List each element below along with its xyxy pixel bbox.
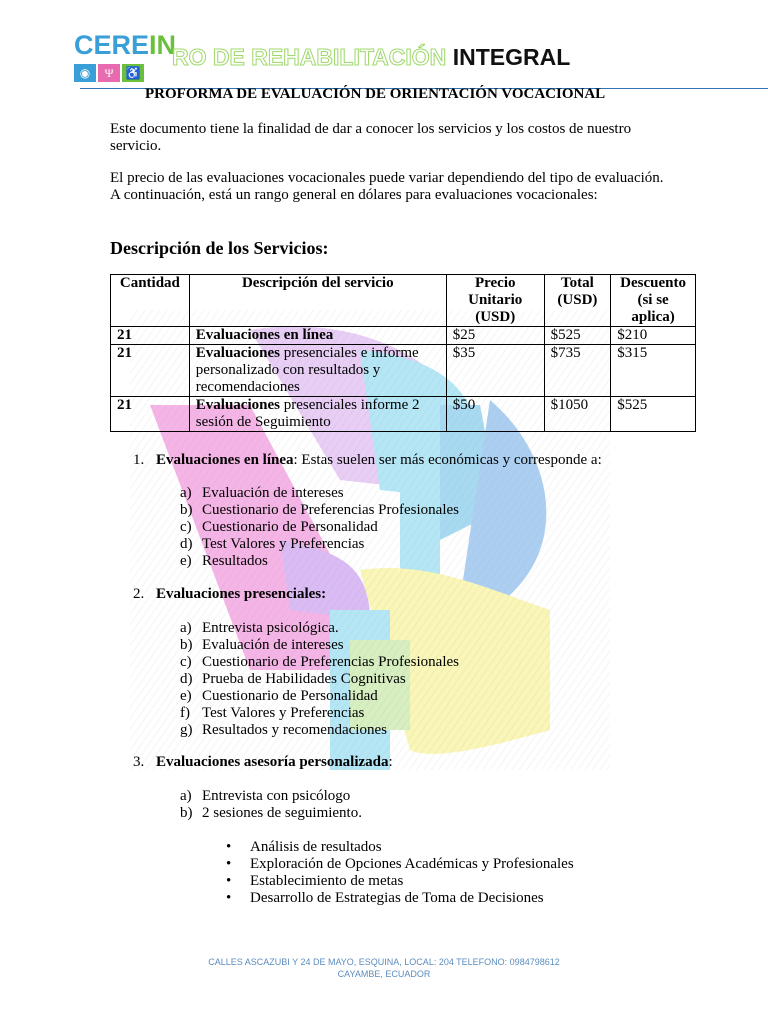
footer-address: CALLES ASCAZUBI Y 24 DE MAYO, ESQUINA, LOCAL: 204 TELEFONO: 0984798612 [208,957,560,967]
qty-cell: 21 [111,345,190,397]
list-item-text: Desarrollo de Estrategias de Toma de Decisiones [250,890,544,906]
description-rest: presenciales informe 2 sesión de Seguimiento [195,397,420,430]
list-item [180,553,459,570]
list-item [180,722,459,739]
qty-cell: 21 [111,327,190,345]
unit-price-cell: $50 [446,397,544,432]
list-item-text: Resultados y recomendaciones [202,722,387,738]
section-1-list [180,485,459,570]
document-title: PROFORMA DE EVALUACIÓN DE ORIENTACIÓN VOCACIONAL [145,86,606,102]
list-item [180,688,459,705]
section-3-heading [133,754,393,771]
compass-icon: ◉ [74,64,96,82]
list-item [226,839,574,856]
list-item [180,620,459,637]
list-marker: e) [180,688,192,704]
table-header-cell: Descripción del servicio [189,275,446,327]
discount-cell: $525 [611,397,696,432]
list-marker: d) [180,671,193,687]
followup-bullet-list [226,839,574,907]
description-bold: Evaluaciones en línea [195,327,334,343]
list-item-text: Test Valores y Preferencias [202,705,365,721]
table-row [111,397,696,432]
list-item-text: Entrevista con psicólogo [202,788,351,804]
list-item [180,502,459,519]
logo-text-cere: CERE [74,30,150,60]
list-item-text: Test Valores y Preferencias [202,536,365,552]
list-marker: e) [180,553,192,569]
list-marker: b) [180,637,193,653]
list-item-text: Cuestionario de Preferencias Profesionales [202,502,459,518]
discount-cell: $210 [611,327,696,345]
section-title: Evaluaciones presenciales: [156,586,327,602]
page-header [0,0,768,92]
list-item-text: Cuestionario de Personalidad [202,688,378,704]
intro-paragraph: Este documento tiene la finalidad de dar a conocer los servicios y los costos de nuestro servicio. [110,121,632,154]
list-item [226,856,574,873]
list-item [180,654,459,671]
bullet-icon: • [226,839,232,855]
section-2-heading [133,586,326,603]
list-item-text: Cuestionario de Preferencias Profesionales [202,654,459,670]
section-suffix: : Estas suelen ser más económicas y corresponde a: [293,452,602,468]
list-item-text: Análisis de resultados [250,839,382,855]
list-item [226,890,574,907]
table-row [111,327,696,345]
section-title: Evaluaciones asesoría personalizada [156,754,389,770]
rehab-icon: ♿ [122,64,144,82]
list-item-text: Establecimiento de metas [250,873,404,889]
header-title [172,44,570,71]
price-note-paragraph: El precio de las evaluaciones vocacionales puede variar dependiendo del tipo de evaluación. A continuación, está un rango general en dólares para evaluaciones vocacionales: [110,170,664,203]
description-bold: Evaluaciones [195,345,280,361]
list-item-text: Entrevista psicológica. [202,620,339,636]
bullet-icon: • [226,856,232,872]
list-item [180,705,459,722]
list-item [180,637,459,654]
section-3-list [180,788,362,822]
list-item-text: Resultados [202,553,268,569]
list-item-text: Prueba de Habilidades Cognitivas [202,671,406,687]
section-number: 3. [133,754,145,770]
section-2-list [180,620,459,739]
services-table [110,274,696,432]
bullet-icon: • [226,890,232,906]
list-item [180,788,362,805]
list-item [226,873,574,890]
list-marker: c) [180,654,192,670]
total-cell: $1050 [544,397,611,432]
description-bold: Evaluaciones [195,397,280,413]
table-header-cell: Descuento (si se aplica) [611,275,696,327]
cerein-logo [70,24,177,86]
list-marker: a) [180,620,192,636]
services-heading: Descripción de los Servicios: [110,238,329,258]
table-row [111,345,696,397]
section-suffix: : [388,754,393,770]
unit-price-cell: $35 [446,345,544,397]
total-cell: $525 [544,327,611,345]
list-marker: g) [180,722,193,738]
description-rest: presenciales e informe personalizado con resultados y recomendaciones [195,345,419,395]
list-item-text: Evaluación de intereses [202,637,344,653]
table-header-cell: Total (USD) [544,275,611,327]
list-marker: b) [180,805,193,821]
list-item-text: 2 sesiones de seguimiento. [202,805,362,821]
logo-text-in: IN [149,30,177,60]
list-item [180,536,459,553]
logo-icon-row [74,64,144,82]
section-1-heading [133,452,602,469]
description-cell [189,327,446,345]
table-header-cell: Cantidad [111,275,190,327]
list-marker: d) [180,536,193,552]
qty-cell: 21 [111,397,190,432]
psi-icon: Ψ [98,64,120,82]
list-item [180,519,459,536]
list-marker: a) [180,788,192,804]
section-title: Evaluaciones en línea [156,452,294,468]
list-item [180,671,459,688]
list-marker: a) [180,485,192,501]
list-marker: b) [180,502,193,518]
list-item-text: Evaluación de intereses [202,485,344,501]
header-title-strong: INTEGRAL [452,44,571,70]
page-footer [0,956,768,980]
list-item [180,805,362,822]
table-header-row [111,275,696,327]
bullet-icon: • [226,873,232,889]
footer-city: CAYAMBE, ECUADOR [337,969,431,979]
logo-wordmark [74,30,176,61]
description-cell [189,345,446,397]
section-number: 2. [133,586,145,602]
header-title-faded: RO DE REHABILITACIÓN [172,44,447,70]
list-item [180,485,459,502]
unit-price-cell: $25 [446,327,544,345]
list-item-text: Exploración de Opciones Académicas y Profesionales [250,856,574,872]
section-number: 1. [133,452,145,468]
description-cell [189,397,446,432]
list-marker: c) [180,519,192,535]
list-marker: f) [180,705,190,721]
table-header-cell: Precio Unitario (USD) [446,275,544,327]
total-cell: $735 [544,345,611,397]
discount-cell: $315 [611,345,696,397]
list-item-text: Cuestionario de Personalidad [202,519,378,535]
